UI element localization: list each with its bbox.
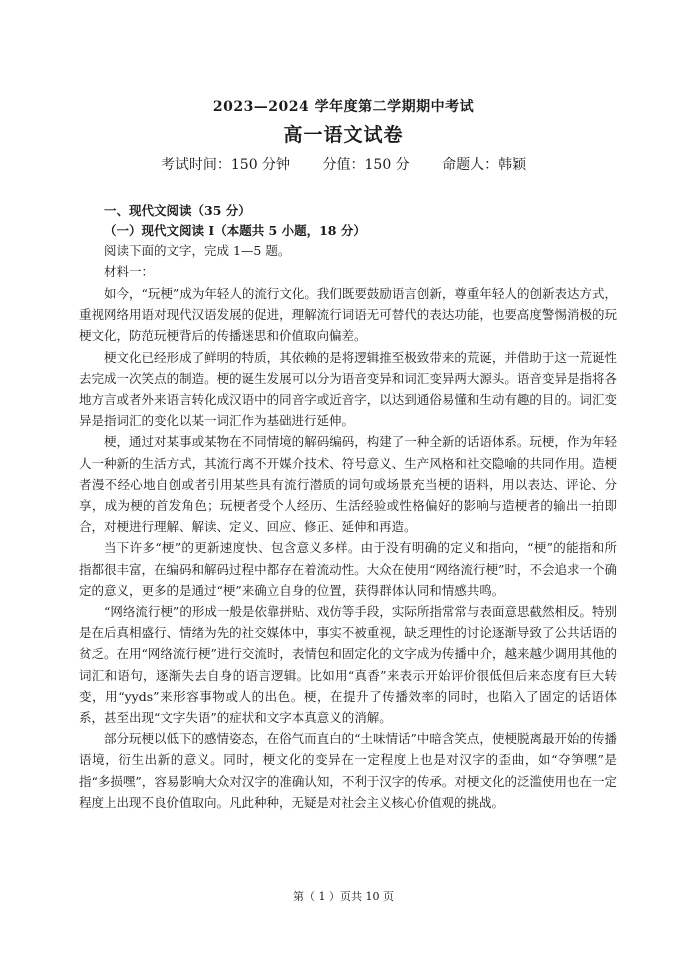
- paragraph-1: 如今，“玩梗”成为年轻人的流行文化。我们既要鼓励语言创新，尊重年轻人的创新表达方式，重视网络用语对现代汉语发展的促进，理解流行词语无可替代的表达功能，也要高度警惕消极的玩梗文化，防范玩梗背后的传播迷思和价值取向偏差。: [79, 286, 617, 344]
- paragraph-6: 部分玩梗以低下的感情姿态，在俗气而直白的“土味情话”中暗含笑点，使梗脱离最开始的传播语境，衍生出新的意义。同时，梗文化的变异在一定程度上也是对汉字的歪曲，如“夺笋嘿”是指“多损嘿”，容易影响大众对汉字的准确认知，不利于汉字的传承。对梗文化的泛滥使用也在一定程度上出现不良价值取向。凡此种种，无疑是对社会主义核心价值观的挑战。: [79, 731, 617, 810]
- exam-author: 命题人：韩颖: [442, 157, 527, 173]
- exam-subtitle: 高一语文试卷: [283, 124, 404, 146]
- passage-body: [79, 283, 617, 813]
- paragraph-5: “网络流行梗”的形成一般是依靠拼贴、戏仿等手段，实际所指常常与表面意思截然相反。特别是在后真相盛行、情绪为先的社交媒体中，事实不被重视，缺乏理性的讨论逐渐导致了公共话语的贫乏。在用“网络流行梗”进行交流时，表情包和固定化的文字成为传播中介，越来越少调用其他的词汇和语句，逐渐失去自身的语言逻辑。比如用“真香”来表示开始评价很低但后来态度有巨大转变，用“yyds”来形容事物或人的出色。梗，在提升了传播效率的同时，也陷入了固定的话语体系，甚至出现“文字失语”的症状和文字本真意义的消解。: [79, 604, 617, 726]
- exam-title: 2023—2024 学年度第二学期期中考试: [212, 99, 475, 115]
- page-footer: 第（ 1 ）页共 10 页: [293, 890, 394, 903]
- exam-time: 考试时间：150 分钟: [160, 157, 291, 173]
- exam-score: 分值：150 分: [322, 157, 410, 173]
- section-heading: 一、现代文阅读（35 分）: [104, 203, 251, 218]
- section-subheading: （一）现代文阅读 I（本题共 5 小题，18 分）: [104, 223, 366, 238]
- exam-meta: [0, 154, 687, 174]
- reading-instruction: 阅读下面的文字，完成 1—5 题。: [104, 243, 291, 258]
- paragraph-4: 当下许多“梗”的更新速度快、包含意义多样。由于没有明确的定义和指向，“梗”的能指和所指都很丰富，在编码和解码过程中都存在着流动性。大众在使用“网络流行梗”时，不会追求一个确定的意义，更多的是通过“梗”来确立自身的位置，获得群体认同和情感共鸣。: [79, 540, 617, 598]
- material-label: 材料一：: [104, 264, 155, 279]
- paragraph-3: 梗，通过对某事或某物在不同情境的解码编码，构建了一种全新的话语体系。玩梗，作为年轻人一种新的生活方式，其流行离不开媒介技术、符号意义、生产风格和社交隐喻的共同作用。造梗者漫不经心地自创或者引用某些具有流行潜质的词句或场景充当梗的语料，用以表达、评论、分享，成为梗的首发角色；玩梗者受个人经历、生活经验或性格偏好的影响与造梗者的输出一拍即合，对梗进行理解、解读、定义、回应、修正、延伸和再造。: [79, 434, 617, 535]
- paragraph-2: 梗文化已经形成了鲜明的特质，其依赖的是将逻辑推至极致带来的荒诞，并借助于这一荒诞性去完成一次笑点的制造。梗的诞生发展可以分为语音变异和词汇变异两大源头。语音变异是指将各地方言或者外来语言转化成汉语中的同音字或近音字，以达到通俗易懂和生动有趣的目的。词汇变异是指词汇的变化以某一词汇作为基础进行延伸。: [79, 349, 617, 429]
